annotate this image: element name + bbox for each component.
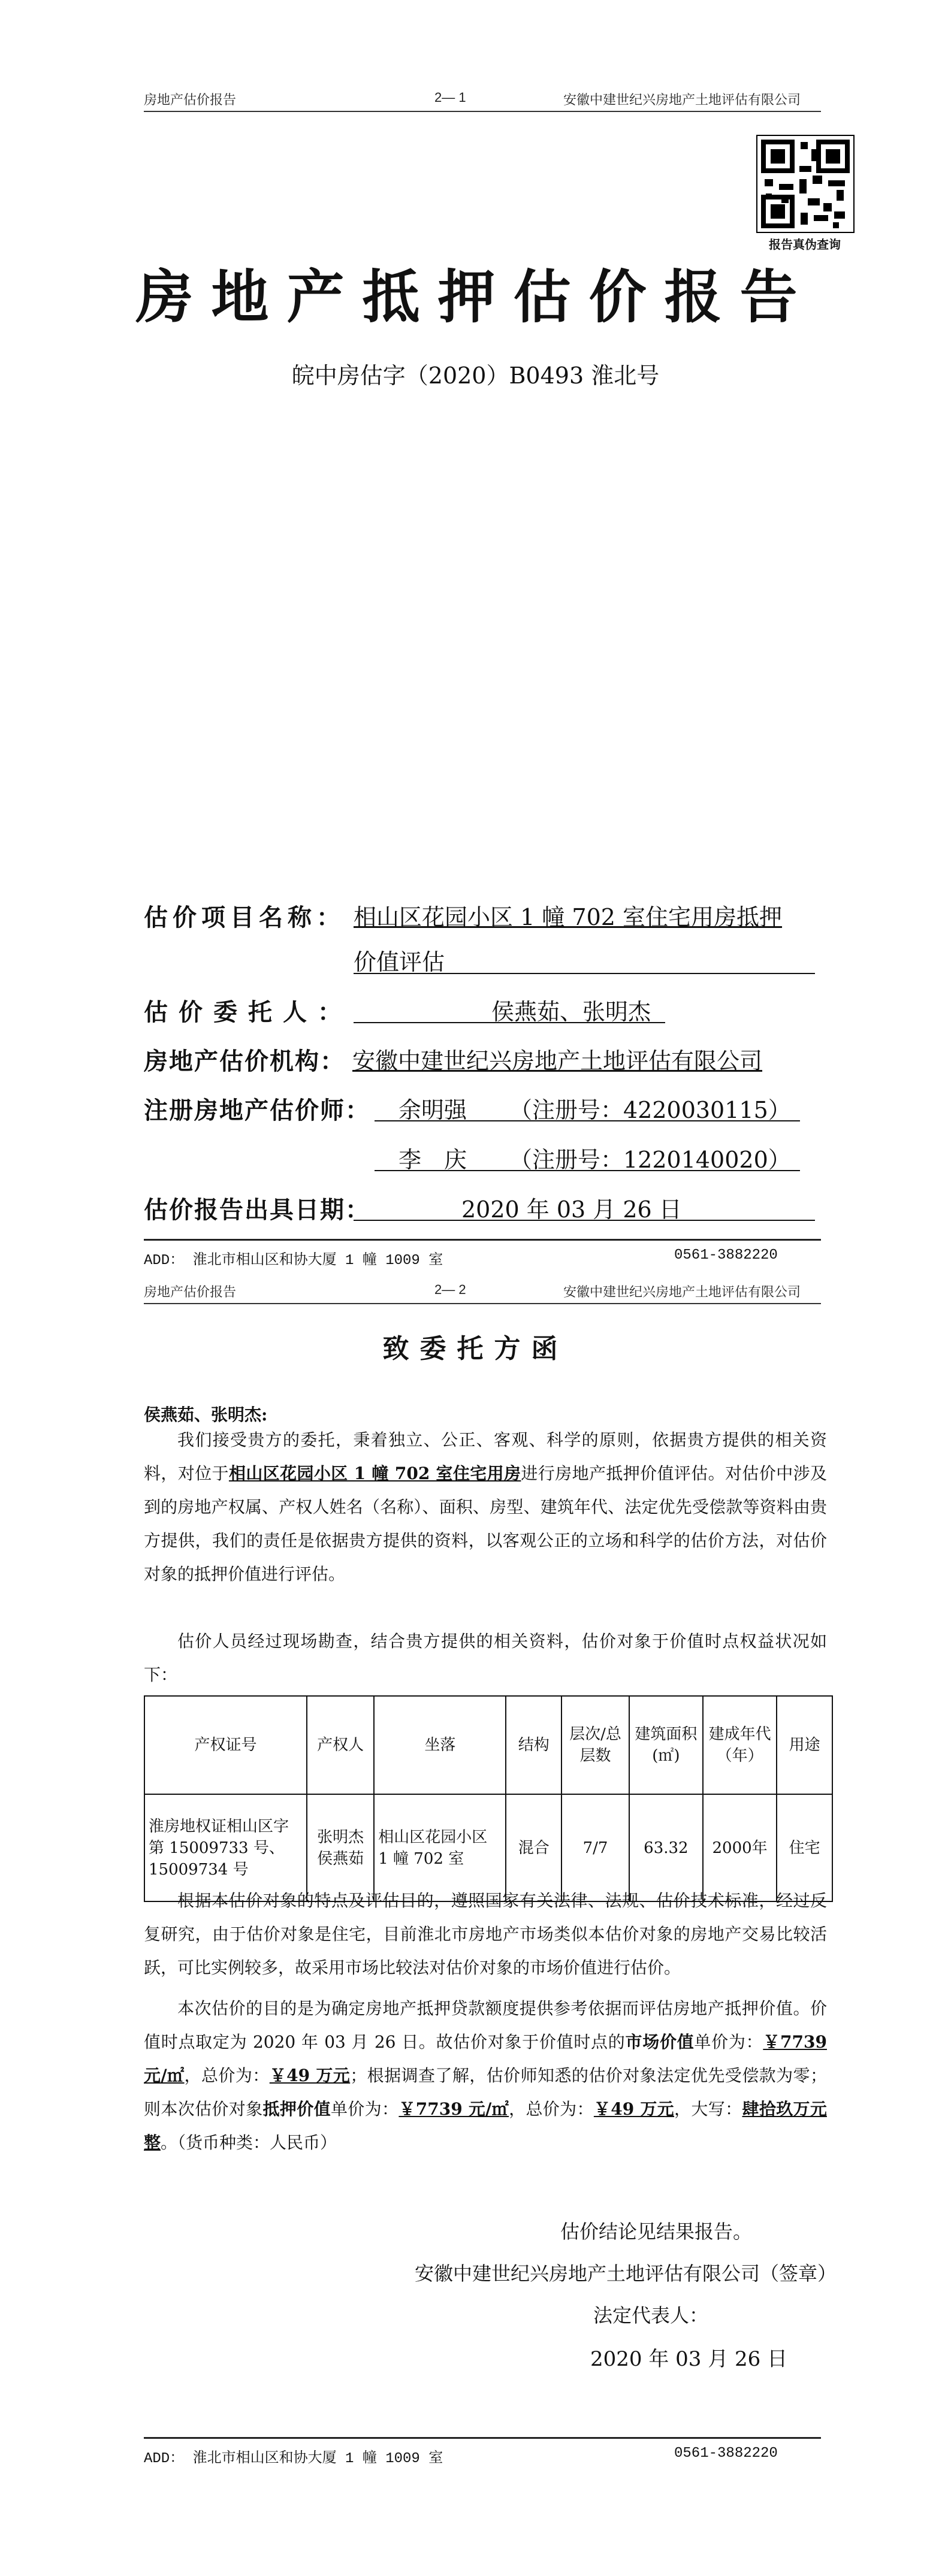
table-cell: 63.32 [629,1794,703,1901]
page1-footer-phone: 0561-3882220 [674,1247,778,1263]
project-value-line2: 价值评估 [354,949,445,975]
project-label: 估价项目名称： [144,903,345,932]
table-cell: 住宅 [777,1794,832,1901]
page1-header-right: 安徽中建世纪兴房地产土地评估有限公司 [563,92,801,107]
table-header: 坐落 [374,1696,506,1794]
table-header: 建成年代（年） [703,1696,777,1794]
closing-date: 2020 年 03 月 26 日 [590,2347,788,2371]
date-underline [354,1220,815,1221]
page1-header-rule [144,111,821,112]
page2-header-page: 2— 2 [434,1282,466,1297]
appraiser2-name: 李 庆 [398,1147,467,1173]
org-label: 房地产估价机构： [144,1047,345,1075]
table-header: 产权人 [307,1696,374,1794]
salutation: 侯燕茹、张明杰: [144,1405,268,1425]
page2-header-right: 安徽中建世纪兴房地产土地评估有限公司 [563,1284,801,1299]
page2-header-left: 房地产估价报告 [144,1284,237,1299]
org-value: 安徽中建世纪兴房地产土地评估有限公司 [352,1048,763,1074]
appraiser2-underline [375,1170,800,1171]
page1-header-page: 2— 1 [434,90,466,105]
page1-footer-address: ADD： 淮北市相山区和协大厦 1 幢 1009 室 [144,1253,443,1269]
table-cell: 张明杰侯燕茹 [307,1794,374,1901]
paragraph-1: 我们接受贵方的委托，秉着独立、公正、客观、科学的原则，依据贵方提供的相关资料，对位于相山区花园小区 1 幢 702 室住宅用房进行房地产抵押价值评估。对估价中涉及到的房地产权属、产权人姓名（名称）、面积、房型、建筑年代、法定优先受偿款等资料由贵方提供，我们的责任是依据贵方提供的资料，以客观公正的立场和科学的估价方法，对估价对象的抵押价值进行评估。 [144,1430,827,1584]
client-value: 侯燕茹、张明杰 [491,999,651,1025]
closing-legal-rep: 法定代表人： [593,2304,709,2327]
table-cell: 相山区花园小区 1 幢 702 室 [374,1794,506,1901]
page2-footer-address: ADD： 淮北市相山区和协大厦 1 幢 1009 室 [144,2451,443,2467]
appraiser-label: 注册房地产估价师： [144,1096,370,1124]
table-cell: 7/7 [561,1794,629,1901]
qr-code[interactable] [756,135,855,233]
table-header: 产权证号 [144,1696,307,1794]
property-table [144,1695,833,1902]
table-cell: 2000年 [703,1794,777,1901]
table-header: 层次/总层数 [561,1696,629,1794]
doc-number: 皖中房估字（2020）B0493 淮北号 [291,362,660,389]
closing-conclusion: 估价结论见结果报告。 [560,2220,753,2243]
paragraph-2: 估价人员经过现场勘查，结合贵方提供的相关资料，估价对象于价值时点权益状况如下： [144,1631,827,1685]
page2-footer-rule [144,2437,821,2439]
table-header: 用途 [777,1696,832,1794]
page2-header-rule [144,1303,821,1304]
page1-footer-rule [144,1239,821,1241]
paragraph-3: 根据本估价对象的特点及评估目的，遵照国家有关法律、法规、估价技术标准，经过反复研究，由于估价对象是住宅，目前淮北市房地产市场类似本估价对象的房地产交易比较活跃，可比实例较多，故采用市场比较法对估价对象的市场价值进行估价。 [144,1891,827,1978]
date-label: 估价报告出具日期： [144,1196,370,1224]
paragraph-4: 本次估价的目的是为确定房地产抵押贷款额度提供参考依据而评估房地产抵押价值。价值时点取定为 2020 年 03 月 26 日。故估价对象于价值时点的市场价值单价为：￥7739 元/㎡，总价为：￥49 万元；根据调查了解，估价师知悉的估价对象法定优先受偿款为零；则本次估价对象抵押价值单价为：￥7739 元/㎡，总价为：￥49 万元，大写：肆拾玖万元整。（货币种类：人民币） [144,1998,827,2152]
project-value-line1: 相山区花园小区 1 幢 702 室住宅用房抵押 [354,904,783,930]
qr-caption: 报告真伪查询 [769,238,841,252]
client-label: 估价委托人： [144,998,352,1026]
project-underline [354,973,815,974]
appraiser1-underline [375,1120,800,1121]
table-header: 结构 [506,1696,561,1794]
appraiser1-reg: （注册号：4220030115） [509,1097,791,1123]
appraiser1-name: 余明强 [398,1097,467,1123]
appraiser2-reg: （注册号：1220140020） [509,1147,791,1173]
table-header: 建筑面积(㎡) [629,1696,703,1794]
client-underline [354,1022,665,1023]
date-value: 2020 年 03 月 26 日 [461,1196,682,1223]
report-title: 房地产抵押估价报告 [135,263,816,331]
letter-title: 致委托方函 [382,1334,569,1364]
page1-header-left: 房地产估价报告 [144,92,237,107]
table-cell: 淮房地权证相山区字第 15009733 号、15009734 号 [144,1794,307,1901]
closing-company: 安徽中建世纪兴房地产土地评估有限公司（签章） [415,2262,837,2285]
page2-footer-phone: 0561-3882220 [674,2445,778,2462]
table-header-row [144,1696,832,1794]
table-cell: 混合 [506,1794,561,1901]
